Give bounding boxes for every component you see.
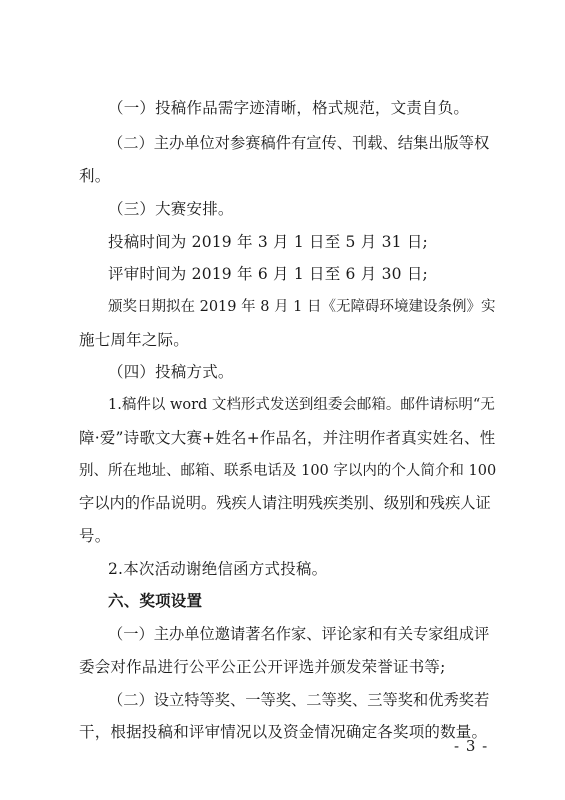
clause-4-heading: （四）投稿方式。 <box>108 363 234 381</box>
submission-method-line-4: 字以内的作品说明。残疾人请注明残疾类别、级别和残疾人证 <box>79 494 491 512</box>
submission-method-line-5: 号。 <box>79 527 111 545</box>
award-clause-2-line-1: （二）设立特等奖、一等奖、二等奖、三等奖和优秀奖若 <box>108 691 490 709</box>
clause-2-continuation: 利。 <box>79 167 111 185</box>
clause-3-heading: （三）大赛安排。 <box>108 200 234 218</box>
clause-2-line: （二）主办单位对参赛稿件有宣传、刊载、结集出版等权 <box>108 134 490 152</box>
submission-method-line-3: 别、所在地址、邮箱、联系电话及 100 字以内的个人简介和 100 <box>79 463 497 479</box>
award-clause-1-line-2: 委会对作品进行公平公正公开评选并颁发荣誉证书等; <box>79 658 446 676</box>
submission-period: 投稿时间为 2019 年 3 月 1 日至 5 月 31 日; <box>108 233 428 251</box>
review-period: 评审时间为 2019 年 6 月 1 日至 6 月 30 日; <box>108 265 428 283</box>
submission-method-line-1: 1.稿件以 word 文档形式发送到组委会邮箱。邮件请标明“无 <box>108 397 495 413</box>
section-6-heading: 六、奖项设置 <box>108 592 203 610</box>
no-mail-notice: 2.本次活动谢绝信函方式投稿。 <box>108 560 328 578</box>
clause-1-line: （一）投稿作品需字迹清晰，格式规范，文责自负。 <box>108 99 470 117</box>
award-date-line: 颁奖日期拟在 2019 年 8 月 1 日《无障碍环境建设条例》实 <box>108 299 496 315</box>
page-number: - 3 - <box>454 737 489 755</box>
award-date-continuation: 施七周年之际。 <box>79 331 189 349</box>
award-clause-2-line-2: 干，根据投稿和评审情况以及资金情况确定各奖项的数量。 <box>79 723 488 741</box>
award-clause-1-line-1: （一）主办单位邀请著名作家、评论家和有关专家组成评 <box>108 625 490 643</box>
submission-method-line-2: 障·爱”诗歌文大赛+姓名+作品名，并注明作者真实姓名、性 <box>79 429 496 447</box>
